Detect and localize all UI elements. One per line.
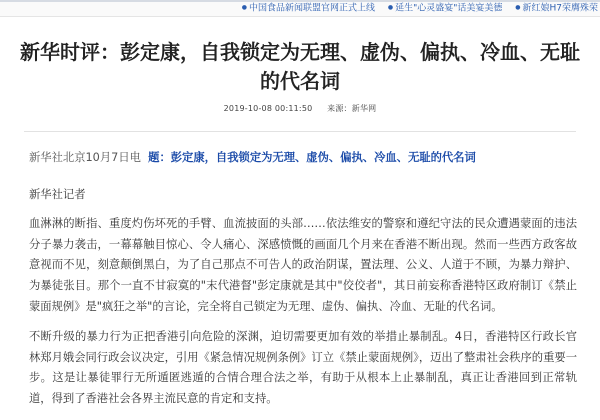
ticker-bullet-icon: ● bbox=[515, 4, 521, 11]
publish-datetime: 2019-10-08 00:11:50 bbox=[223, 104, 313, 113]
byline: 新华社记者 bbox=[29, 187, 86, 201]
article-meta bbox=[0, 103, 600, 114]
article-paragraph: 血淋淋的断指、重度灼伤坏死的手臂、血流披面的头部……依法维安的警察和遵纪守法的民众遭遇蒙面的违法分子暴力袭击，一幕幕触目惊心、令人痛心、深感愤慨的画面几个月来在香港不断出现。然而一些西方政客故意视而不见，刻意颠倒黑白，为了自己那点不可告人的政治阴谋，置法理、公义、人道于不顾，为暴力辩护、为暴徒张目。那个一直不甘寂寞的"末代港督"彭定康就是其中"佼佼者"，其日前妄称香港特区政府制订《禁止蒙面规例》是"疯狂之举"的言论，完全将自己锁定为无理、虚伪、偏执、冷血、无耻的代名词。 bbox=[29, 217, 577, 313]
news-ticker-bar bbox=[0, 0, 600, 17]
article-title bbox=[0, 38, 600, 96]
dateline: 新华社北京10月7日电 bbox=[29, 151, 141, 164]
article-source: 来源：新华网 bbox=[327, 104, 377, 113]
header-divider bbox=[24, 131, 576, 132]
article-title-line-2: 的代名词 bbox=[260, 69, 340, 93]
article-paragraph: 不断升级的暴力行为正把香港引向危险的深渊，迫切需要更加有效的举措止暴制乱。4日，香港特区行政长官林郑月娥会同行政会议决定，引用《紧急情况规例条例》订立《禁止蒙面规例》，迈出了整肃社会秩序的重要一步。这是让暴徒罪行无所遁匿逃遁的合情合理合法之举，有助于从根本上止暴制乱，真正让香港回到正常轨道，得到了香港社会各界主流民意的肯定和支持。 bbox=[29, 330, 577, 405]
article-title-line-1: 新华时评：彭定康，自我锁定为无理、虚伪、偏执、冷血、无耻 bbox=[20, 40, 580, 64]
article-body bbox=[29, 148, 577, 420]
ticker-link[interactable]: 新红娘H7荣膺殊荣 bbox=[522, 3, 598, 14]
article-lead bbox=[29, 148, 577, 169]
ticker-bullet-icon: ● bbox=[241, 4, 247, 11]
ticker-items bbox=[232, 1, 598, 16]
ticker-link[interactable]: 延生"心灵盛宴"话美宴美德 bbox=[395, 3, 503, 14]
ticker-link[interactable]: 中国食品新闻联盟官网正式上线 bbox=[248, 3, 375, 14]
article-headline: 题：彭定康，自我锁定为无理、虚伪、偏执、冷血、无耻的代名词 bbox=[148, 151, 476, 164]
ticker-bullet-icon: ● bbox=[387, 4, 394, 11]
